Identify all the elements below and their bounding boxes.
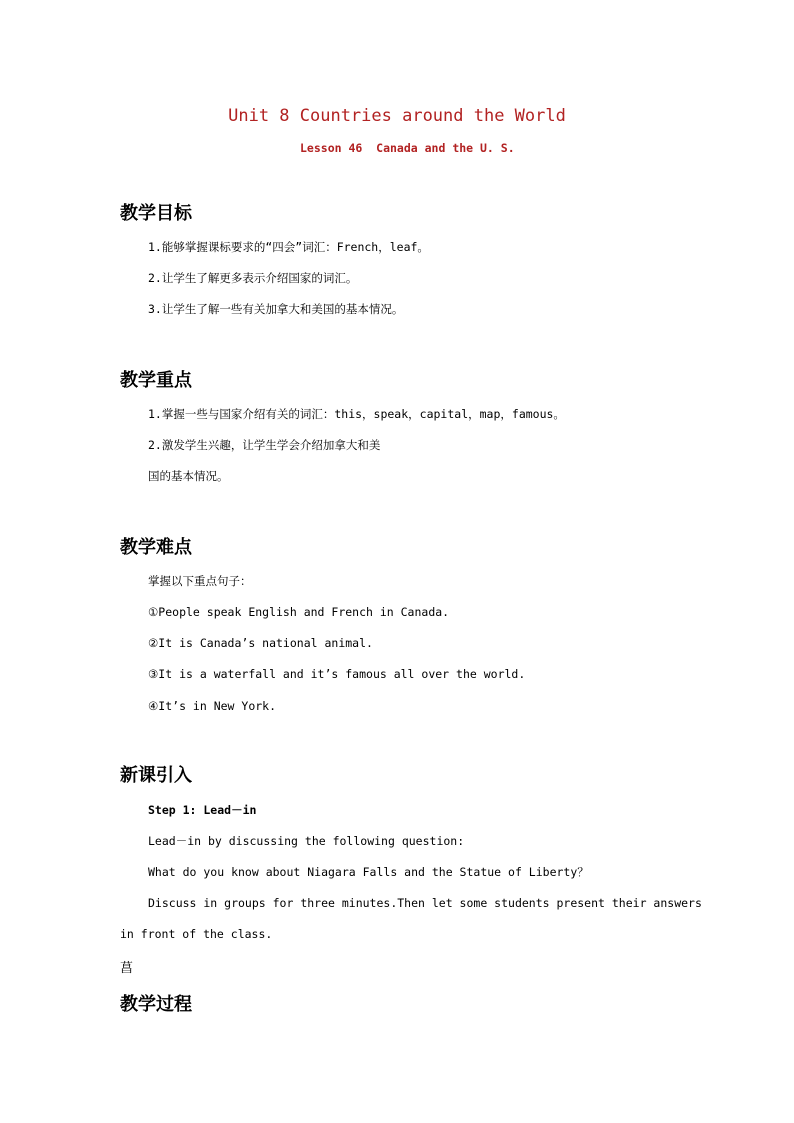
section-heading-process: 教学过程 xyxy=(120,994,192,1015)
key-point-line: 国的基本情况。 xyxy=(148,469,229,483)
document-title: Unit 8 Countries around the World xyxy=(228,106,566,126)
stray-character: 菖 xyxy=(120,961,134,976)
section-heading-objectives: 教学目标 xyxy=(120,203,192,224)
lead-in-line: Lead－in by discussing the following question: xyxy=(148,834,465,848)
lead-in-line: What do you know about Niagara Falls and the Statue of Liberty？ xyxy=(148,865,589,879)
section-heading-difficulties: 教学难点 xyxy=(120,537,192,558)
difficulty-line: ③It is a waterfall and it’s famous all over the world. xyxy=(148,667,526,681)
key-point-line: 2.激发学生兴趣，让学生学会介绍加拿大和美 xyxy=(148,438,381,452)
lead-in-step: Step 1: Lead－in xyxy=(148,803,257,817)
section-heading-lead-in: 新课引入 xyxy=(120,765,192,786)
difficulty-line: ①People speak English and French in Canada. xyxy=(148,605,450,619)
objective-line: 3.让学生了解一些有关加拿大和美国的基本情况。 xyxy=(148,302,404,316)
objective-line: 2.让学生了解更多表示介绍国家的词汇。 xyxy=(148,271,358,285)
difficulty-line: ④It’s in New York. xyxy=(148,699,277,713)
objective-line: 1.能够掌握课标要求的“四会”词汇：French，leaf。 xyxy=(148,240,429,254)
difficulty-line: ②It is Canada’s national animal. xyxy=(148,636,373,650)
key-point-line: 1.掌握一些与国家介绍有关的词汇：this，speak，capital，map，famous。 xyxy=(148,407,565,421)
document-subtitle: Lesson 46 Canada and the U. S. xyxy=(300,141,515,155)
lead-in-line: Discuss in groups for three minutes.Then let some students present their answers xyxy=(148,896,702,910)
section-heading-key-points: 教学重点 xyxy=(120,370,192,391)
lead-in-line: in front of the class. xyxy=(120,927,273,941)
difficulty-line: 掌握以下重点句子： xyxy=(148,574,252,588)
